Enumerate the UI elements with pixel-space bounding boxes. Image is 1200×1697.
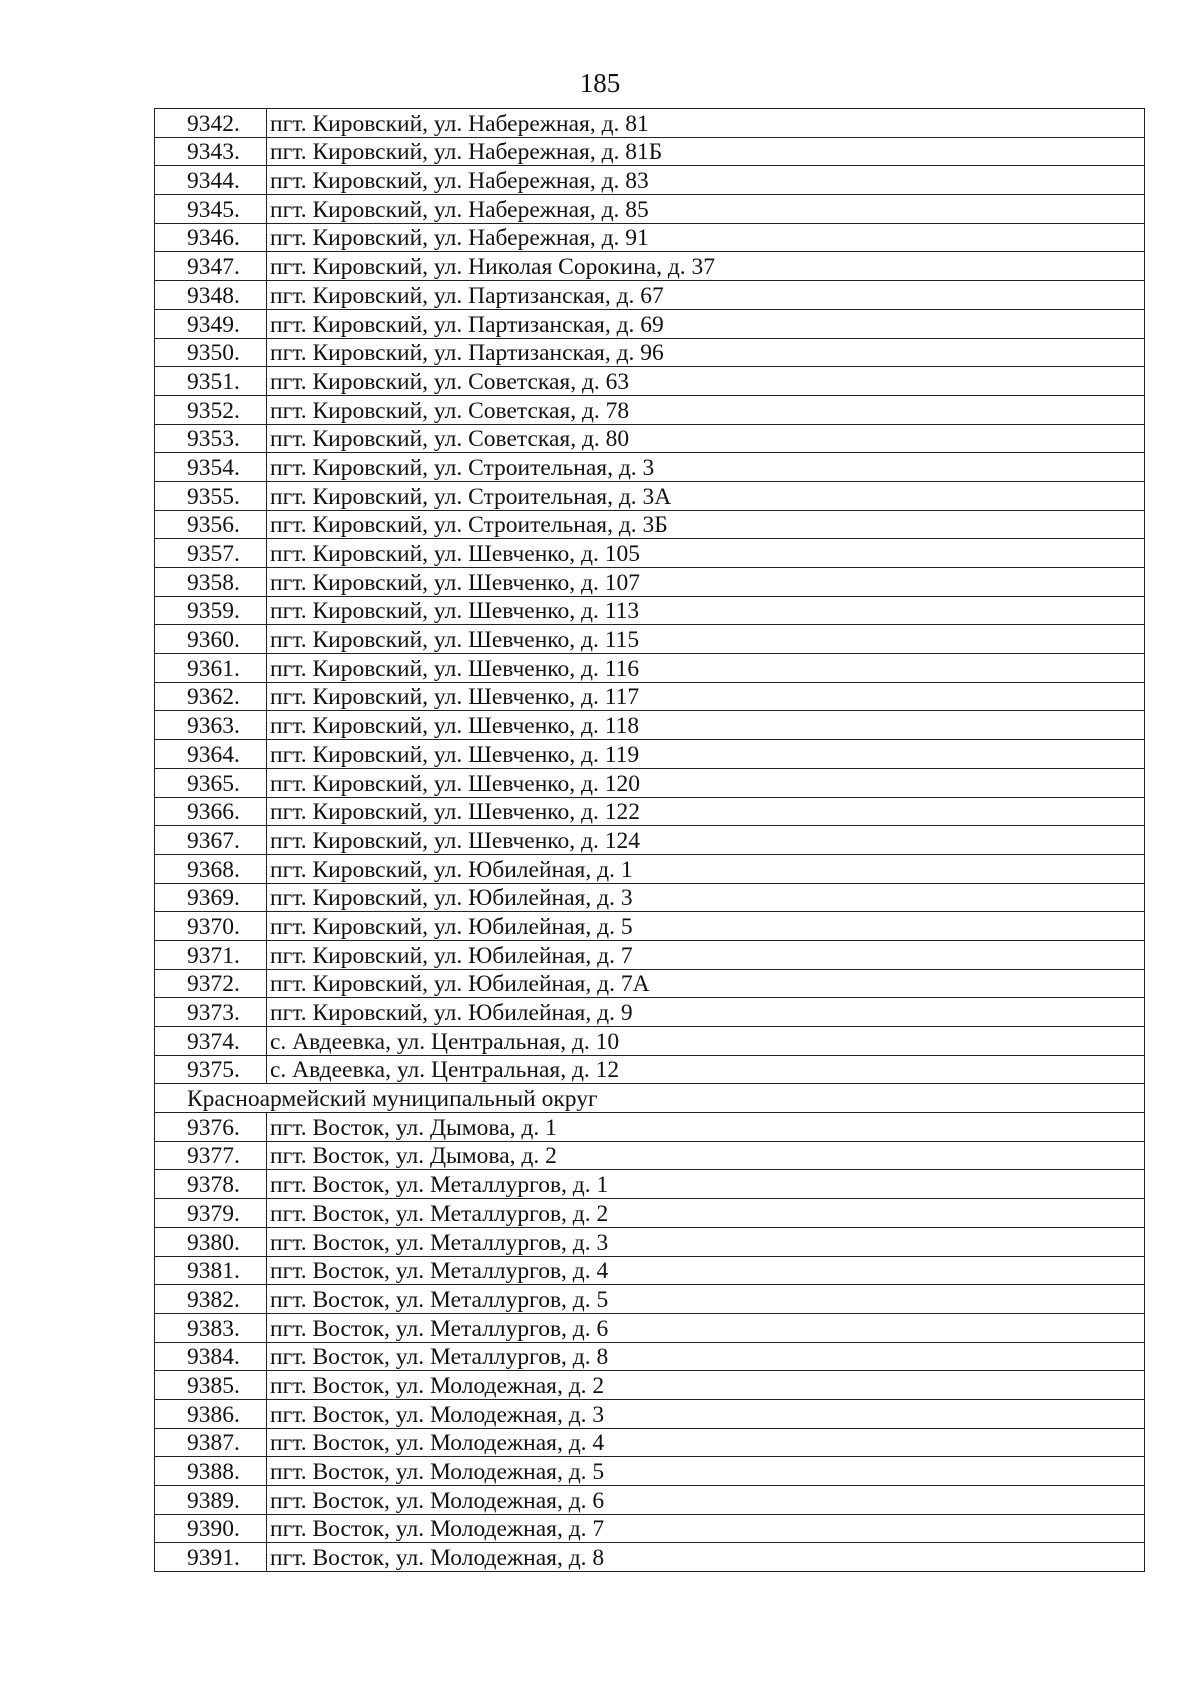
row-address: пгт. Восток, ул. Дымова, д. 1 bbox=[267, 1113, 1145, 1142]
row-number: 9387. bbox=[155, 1428, 267, 1457]
table-row bbox=[155, 625, 1145, 654]
row-number: 9360. bbox=[155, 625, 267, 654]
table-row bbox=[155, 1055, 1145, 1084]
row-number: 9391. bbox=[155, 1543, 267, 1572]
row-address: пгт. Восток, ул. Металлургов, д. 1 bbox=[267, 1170, 1145, 1199]
table-row bbox=[155, 453, 1145, 482]
row-address: пгт. Кировский, ул. Юбилейная, д. 3 bbox=[267, 883, 1145, 912]
row-address: пгт. Кировский, ул. Советская, д. 63 bbox=[267, 367, 1145, 396]
row-number: 9367. bbox=[155, 826, 267, 855]
row-number: 9346. bbox=[155, 223, 267, 252]
row-address: пгт. Кировский, ул. Шевченко, д. 119 bbox=[267, 740, 1145, 769]
row-number: 9369. bbox=[155, 883, 267, 912]
row-address: пгт. Кировский, ул. Шевченко, д. 124 bbox=[267, 826, 1145, 855]
table-row bbox=[155, 1428, 1145, 1457]
table-row bbox=[155, 940, 1145, 969]
row-number: 9372. bbox=[155, 969, 267, 998]
row-number: 9354. bbox=[155, 453, 267, 482]
row-address: пгт. Восток, ул. Металлургов, д. 8 bbox=[267, 1342, 1145, 1371]
row-address: пгт. Кировский, ул. Строительная, д. 3А bbox=[267, 481, 1145, 510]
row-address: пгт. Кировский, ул. Николая Сорокина, д. 37 bbox=[267, 252, 1145, 281]
row-number: 9383. bbox=[155, 1313, 267, 1342]
table-row bbox=[155, 510, 1145, 539]
table-row bbox=[155, 481, 1145, 510]
row-number: 9351. bbox=[155, 367, 267, 396]
table-row bbox=[155, 281, 1145, 310]
table-row bbox=[155, 1199, 1145, 1228]
row-number: 9355. bbox=[155, 481, 267, 510]
row-address: пгт. Кировский, ул. Шевченко, д. 107 bbox=[267, 568, 1145, 597]
row-address: пгт. Кировский, ул. Строительная, д. 3 bbox=[267, 453, 1145, 482]
row-number: 9375. bbox=[155, 1055, 267, 1084]
row-number: 9361. bbox=[155, 654, 267, 683]
row-number: 9373. bbox=[155, 998, 267, 1027]
row-address: пгт. Кировский, ул. Набережная, д. 85 bbox=[267, 195, 1145, 224]
row-address: с. Авдеевка, ул. Центральная, д. 10 bbox=[267, 1027, 1145, 1056]
row-number: 9362. bbox=[155, 682, 267, 711]
section-title: Красноармейский муниципальный округ bbox=[155, 1084, 1145, 1113]
table-row bbox=[155, 596, 1145, 625]
address-table bbox=[154, 108, 1145, 1572]
row-number: 9368. bbox=[155, 854, 267, 883]
row-number: 9384. bbox=[155, 1342, 267, 1371]
table-row bbox=[155, 1227, 1145, 1256]
section-row bbox=[155, 1084, 1145, 1113]
row-number: 9352. bbox=[155, 395, 267, 424]
row-address: пгт. Кировский, ул. Шевченко, д. 122 bbox=[267, 797, 1145, 826]
table-row bbox=[155, 195, 1145, 224]
row-number: 9374. bbox=[155, 1027, 267, 1056]
table-row bbox=[155, 1514, 1145, 1543]
table-row bbox=[155, 1486, 1145, 1515]
row-number: 9343. bbox=[155, 137, 267, 166]
address-table-body bbox=[155, 109, 1145, 1572]
row-number: 9386. bbox=[155, 1399, 267, 1428]
row-address: пгт. Восток, ул. Молодежная, д. 3 bbox=[267, 1399, 1145, 1428]
table-row bbox=[155, 711, 1145, 740]
row-address: пгт. Восток, ул. Металлургов, д. 6 bbox=[267, 1313, 1145, 1342]
table-row bbox=[155, 424, 1145, 453]
row-number: 9363. bbox=[155, 711, 267, 740]
table-row bbox=[155, 367, 1145, 396]
row-address: пгт. Восток, ул. Металлургов, д. 3 bbox=[267, 1227, 1145, 1256]
row-address: пгт. Кировский, ул. Советская, д. 80 bbox=[267, 424, 1145, 453]
row-address: пгт. Восток, ул. Молодежная, д. 8 bbox=[267, 1543, 1145, 1572]
row-number: 9344. bbox=[155, 166, 267, 195]
table-row bbox=[155, 854, 1145, 883]
table-row bbox=[155, 109, 1145, 138]
row-address: пгт. Восток, ул. Металлургов, д. 4 bbox=[267, 1256, 1145, 1285]
row-address: пгт. Кировский, ул. Шевченко, д. 120 bbox=[267, 768, 1145, 797]
row-number: 9377. bbox=[155, 1141, 267, 1170]
row-address: пгт. Восток, ул. Дымова, д. 2 bbox=[267, 1141, 1145, 1170]
row-address: пгт. Кировский, ул. Шевченко, д. 105 bbox=[267, 539, 1145, 568]
row-number: 9389. bbox=[155, 1486, 267, 1515]
table-row bbox=[155, 998, 1145, 1027]
row-number: 9349. bbox=[155, 309, 267, 338]
table-row bbox=[155, 539, 1145, 568]
table-row bbox=[155, 568, 1145, 597]
row-number: 9356. bbox=[155, 510, 267, 539]
table-row bbox=[155, 137, 1145, 166]
table-row bbox=[155, 338, 1145, 367]
row-number: 9358. bbox=[155, 568, 267, 597]
row-number: 9371. bbox=[155, 940, 267, 969]
table-row bbox=[155, 740, 1145, 769]
table-row bbox=[155, 654, 1145, 683]
table-row bbox=[155, 1371, 1145, 1400]
row-number: 9353. bbox=[155, 424, 267, 453]
row-address: пгт. Восток, ул. Молодежная, д. 4 bbox=[267, 1428, 1145, 1457]
row-number: 9366. bbox=[155, 797, 267, 826]
table-row bbox=[155, 166, 1145, 195]
row-address: пгт. Кировский, ул. Шевченко, д. 117 bbox=[267, 682, 1145, 711]
table-row bbox=[155, 1313, 1145, 1342]
table-row bbox=[155, 1457, 1145, 1486]
row-address: пгт. Кировский, ул. Шевченко, д. 115 bbox=[267, 625, 1145, 654]
table-row bbox=[155, 768, 1145, 797]
row-number: 9347. bbox=[155, 252, 267, 281]
row-address: пгт. Кировский, ул. Партизанская, д. 96 bbox=[267, 338, 1145, 367]
row-number: 9345. bbox=[155, 195, 267, 224]
row-address: пгт. Кировский, ул. Юбилейная, д. 9 bbox=[267, 998, 1145, 1027]
row-number: 9388. bbox=[155, 1457, 267, 1486]
table-row bbox=[155, 883, 1145, 912]
table-row bbox=[155, 797, 1145, 826]
row-number: 9359. bbox=[155, 596, 267, 625]
row-address: пгт. Кировский, ул. Набережная, д. 83 bbox=[267, 166, 1145, 195]
row-number: 9379. bbox=[155, 1199, 267, 1228]
row-number: 9376. bbox=[155, 1113, 267, 1142]
table-row bbox=[155, 223, 1145, 252]
row-address: пгт. Кировский, ул. Юбилейная, д. 5 bbox=[267, 912, 1145, 941]
row-address: пгт. Кировский, ул. Партизанская, д. 69 bbox=[267, 309, 1145, 338]
table-row bbox=[155, 309, 1145, 338]
row-address: пгт. Восток, ул. Молодежная, д. 6 bbox=[267, 1486, 1145, 1515]
table-row bbox=[155, 969, 1145, 998]
row-number: 9365. bbox=[155, 768, 267, 797]
row-number: 9357. bbox=[155, 539, 267, 568]
row-number: 9348. bbox=[155, 281, 267, 310]
table-row bbox=[155, 1285, 1145, 1314]
row-address: пгт. Восток, ул. Молодежная, д. 2 bbox=[267, 1371, 1145, 1400]
row-address: пгт. Кировский, ул. Строительная, д. 3Б bbox=[267, 510, 1145, 539]
row-address: пгт. Кировский, ул. Шевченко, д. 118 bbox=[267, 711, 1145, 740]
row-address: пгт. Кировский, ул. Набережная, д. 81 bbox=[267, 109, 1145, 138]
table-row bbox=[155, 1342, 1145, 1371]
page-number: 185 bbox=[579, 68, 621, 98]
table-row bbox=[155, 1543, 1145, 1572]
row-address: пгт. Восток, ул. Металлургов, д. 2 bbox=[267, 1199, 1145, 1228]
row-number: 9381. bbox=[155, 1256, 267, 1285]
table-row bbox=[155, 1170, 1145, 1199]
row-address: пгт. Кировский, ул. Юбилейная, д. 7 bbox=[267, 940, 1145, 969]
row-address: пгт. Восток, ул. Металлургов, д. 5 bbox=[267, 1285, 1145, 1314]
row-address: пгт. Кировский, ул. Набережная, д. 91 bbox=[267, 223, 1145, 252]
row-number: 9370. bbox=[155, 912, 267, 941]
row-number: 9385. bbox=[155, 1371, 267, 1400]
row-number: 9382. bbox=[155, 1285, 267, 1314]
row-address: пгт. Восток, ул. Молодежная, д. 7 bbox=[267, 1514, 1145, 1543]
table-row bbox=[155, 826, 1145, 855]
table-row bbox=[155, 912, 1145, 941]
row-number: 9364. bbox=[155, 740, 267, 769]
table-row bbox=[155, 1027, 1145, 1056]
table-row bbox=[155, 252, 1145, 281]
table-row bbox=[155, 1141, 1145, 1170]
table-row bbox=[155, 1399, 1145, 1428]
row-address: пгт. Кировский, ул. Шевченко, д. 113 bbox=[267, 596, 1145, 625]
row-address: пгт. Кировский, ул. Партизанская, д. 67 bbox=[267, 281, 1145, 310]
row-address: пгт. Кировский, ул. Юбилейная, д. 7А bbox=[267, 969, 1145, 998]
row-address: пгт. Восток, ул. Молодежная, д. 5 bbox=[267, 1457, 1145, 1486]
row-address: пгт. Кировский, ул. Шевченко, д. 116 bbox=[267, 654, 1145, 683]
table-row bbox=[155, 682, 1145, 711]
table-row bbox=[155, 1113, 1145, 1142]
row-address: пгт. Кировский, ул. Юбилейная, д. 1 bbox=[267, 854, 1145, 883]
row-number: 9378. bbox=[155, 1170, 267, 1199]
row-number: 9342. bbox=[155, 109, 267, 138]
table-row bbox=[155, 1256, 1145, 1285]
row-address: с. Авдеевка, ул. Центральная, д. 12 bbox=[267, 1055, 1145, 1084]
row-number: 9350. bbox=[155, 338, 267, 367]
row-number: 9390. bbox=[155, 1514, 267, 1543]
row-address: пгт. Кировский, ул. Набережная, д. 81Б bbox=[267, 137, 1145, 166]
table-row bbox=[155, 395, 1145, 424]
row-address: пгт. Кировский, ул. Советская, д. 78 bbox=[267, 395, 1145, 424]
row-number: 9380. bbox=[155, 1227, 267, 1256]
